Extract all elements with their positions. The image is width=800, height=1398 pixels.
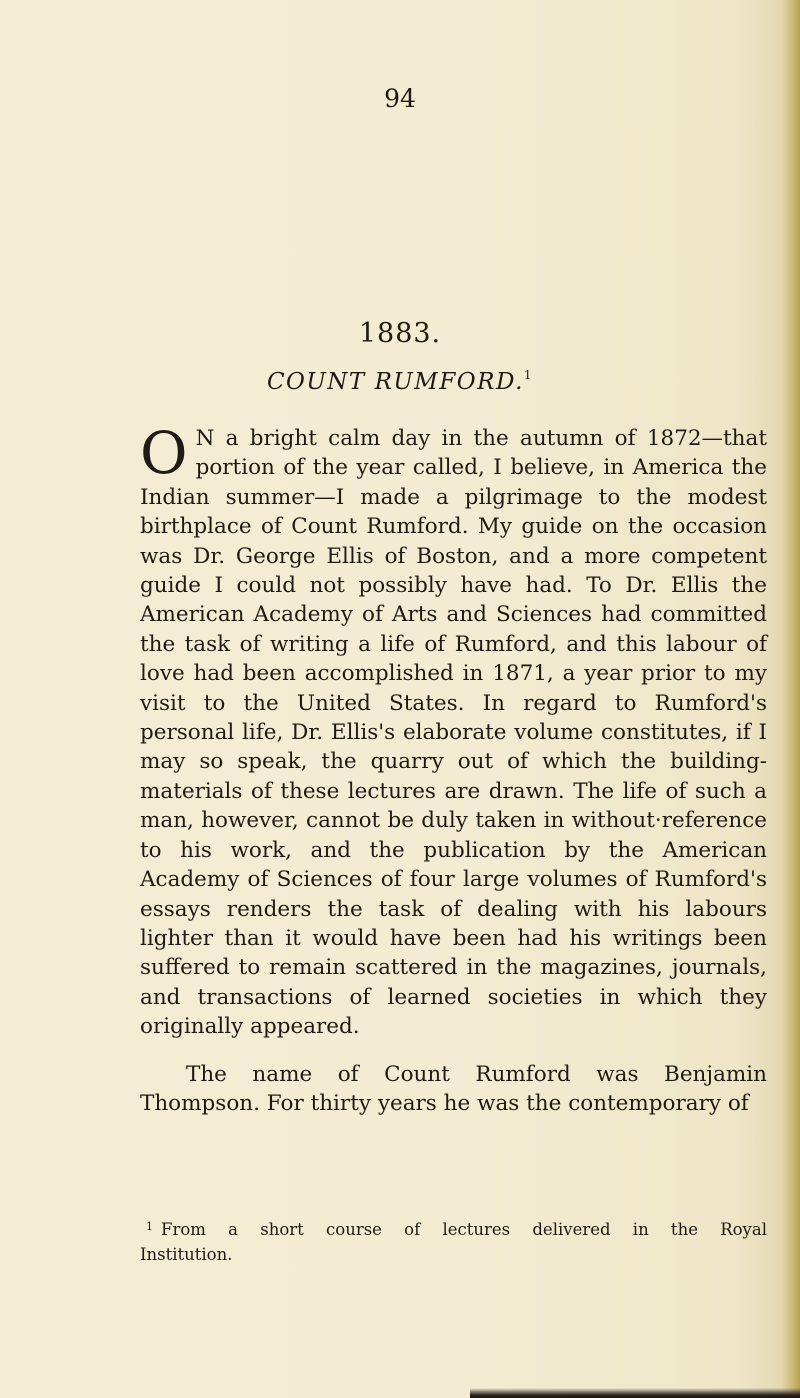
chapter-title: [0, 368, 800, 395]
footnote-mark: 1: [146, 1220, 153, 1233]
drop-cap: O: [140, 419, 188, 487]
paragraph-text: N a bright calm day in the autumn of 1872—that portion of the year called, I believe, in America the Indian summer—I made a pilgrimage to the modest birthplace of Count Rumford. My guide on the occasion was Dr. George Ellis of Boston, and a more competent guide I could not possibly have had. To Dr. Ellis the American Academy of Arts and Sciences had committed the task of writing a life of Rumford, and this labour of love had been accomplished in 1871, a year prior to my visit to the United States. In regard to Rumford's personal life, Dr. Ellis's elaborate volume constitutes, if I may so speak, the quarry out of which the building-materials of these lectures are drawn. The life of such a man, however, cannot be duly taken in without·reference to his work, and the publication by the American Academy of Sciences of four large volumes of Rumford's essays renders the task of dealing with his labours lighter than it would have been had his writings been suffered to remain scattered in the magazines, journals, and transactions of learned societies in which they originally appeared.: [140, 426, 767, 1040]
footnote-reference: 1: [523, 368, 534, 382]
footnote-line: [140, 1214, 767, 1242]
body-text: [140, 419, 767, 1118]
footnote-text: From a short course of lectures delivered in the Royal: [161, 1220, 767, 1239]
paragraph: The name of Count Rumford was Benjamin Thompson. For thirty years he was the contemporary of: [140, 1061, 767, 1116]
page-edge-shadow: [782, 0, 800, 1398]
paragraph: [140, 419, 767, 1042]
chapter-title-text: COUNT RUMFORD.: [266, 369, 524, 395]
chapter-year: 1883.: [358, 318, 442, 349]
footnote-line: Institution.: [140, 1245, 233, 1264]
page-number: 94: [384, 84, 416, 113]
footnote: [140, 1214, 767, 1267]
bottom-edge-shadow: [470, 1388, 800, 1398]
